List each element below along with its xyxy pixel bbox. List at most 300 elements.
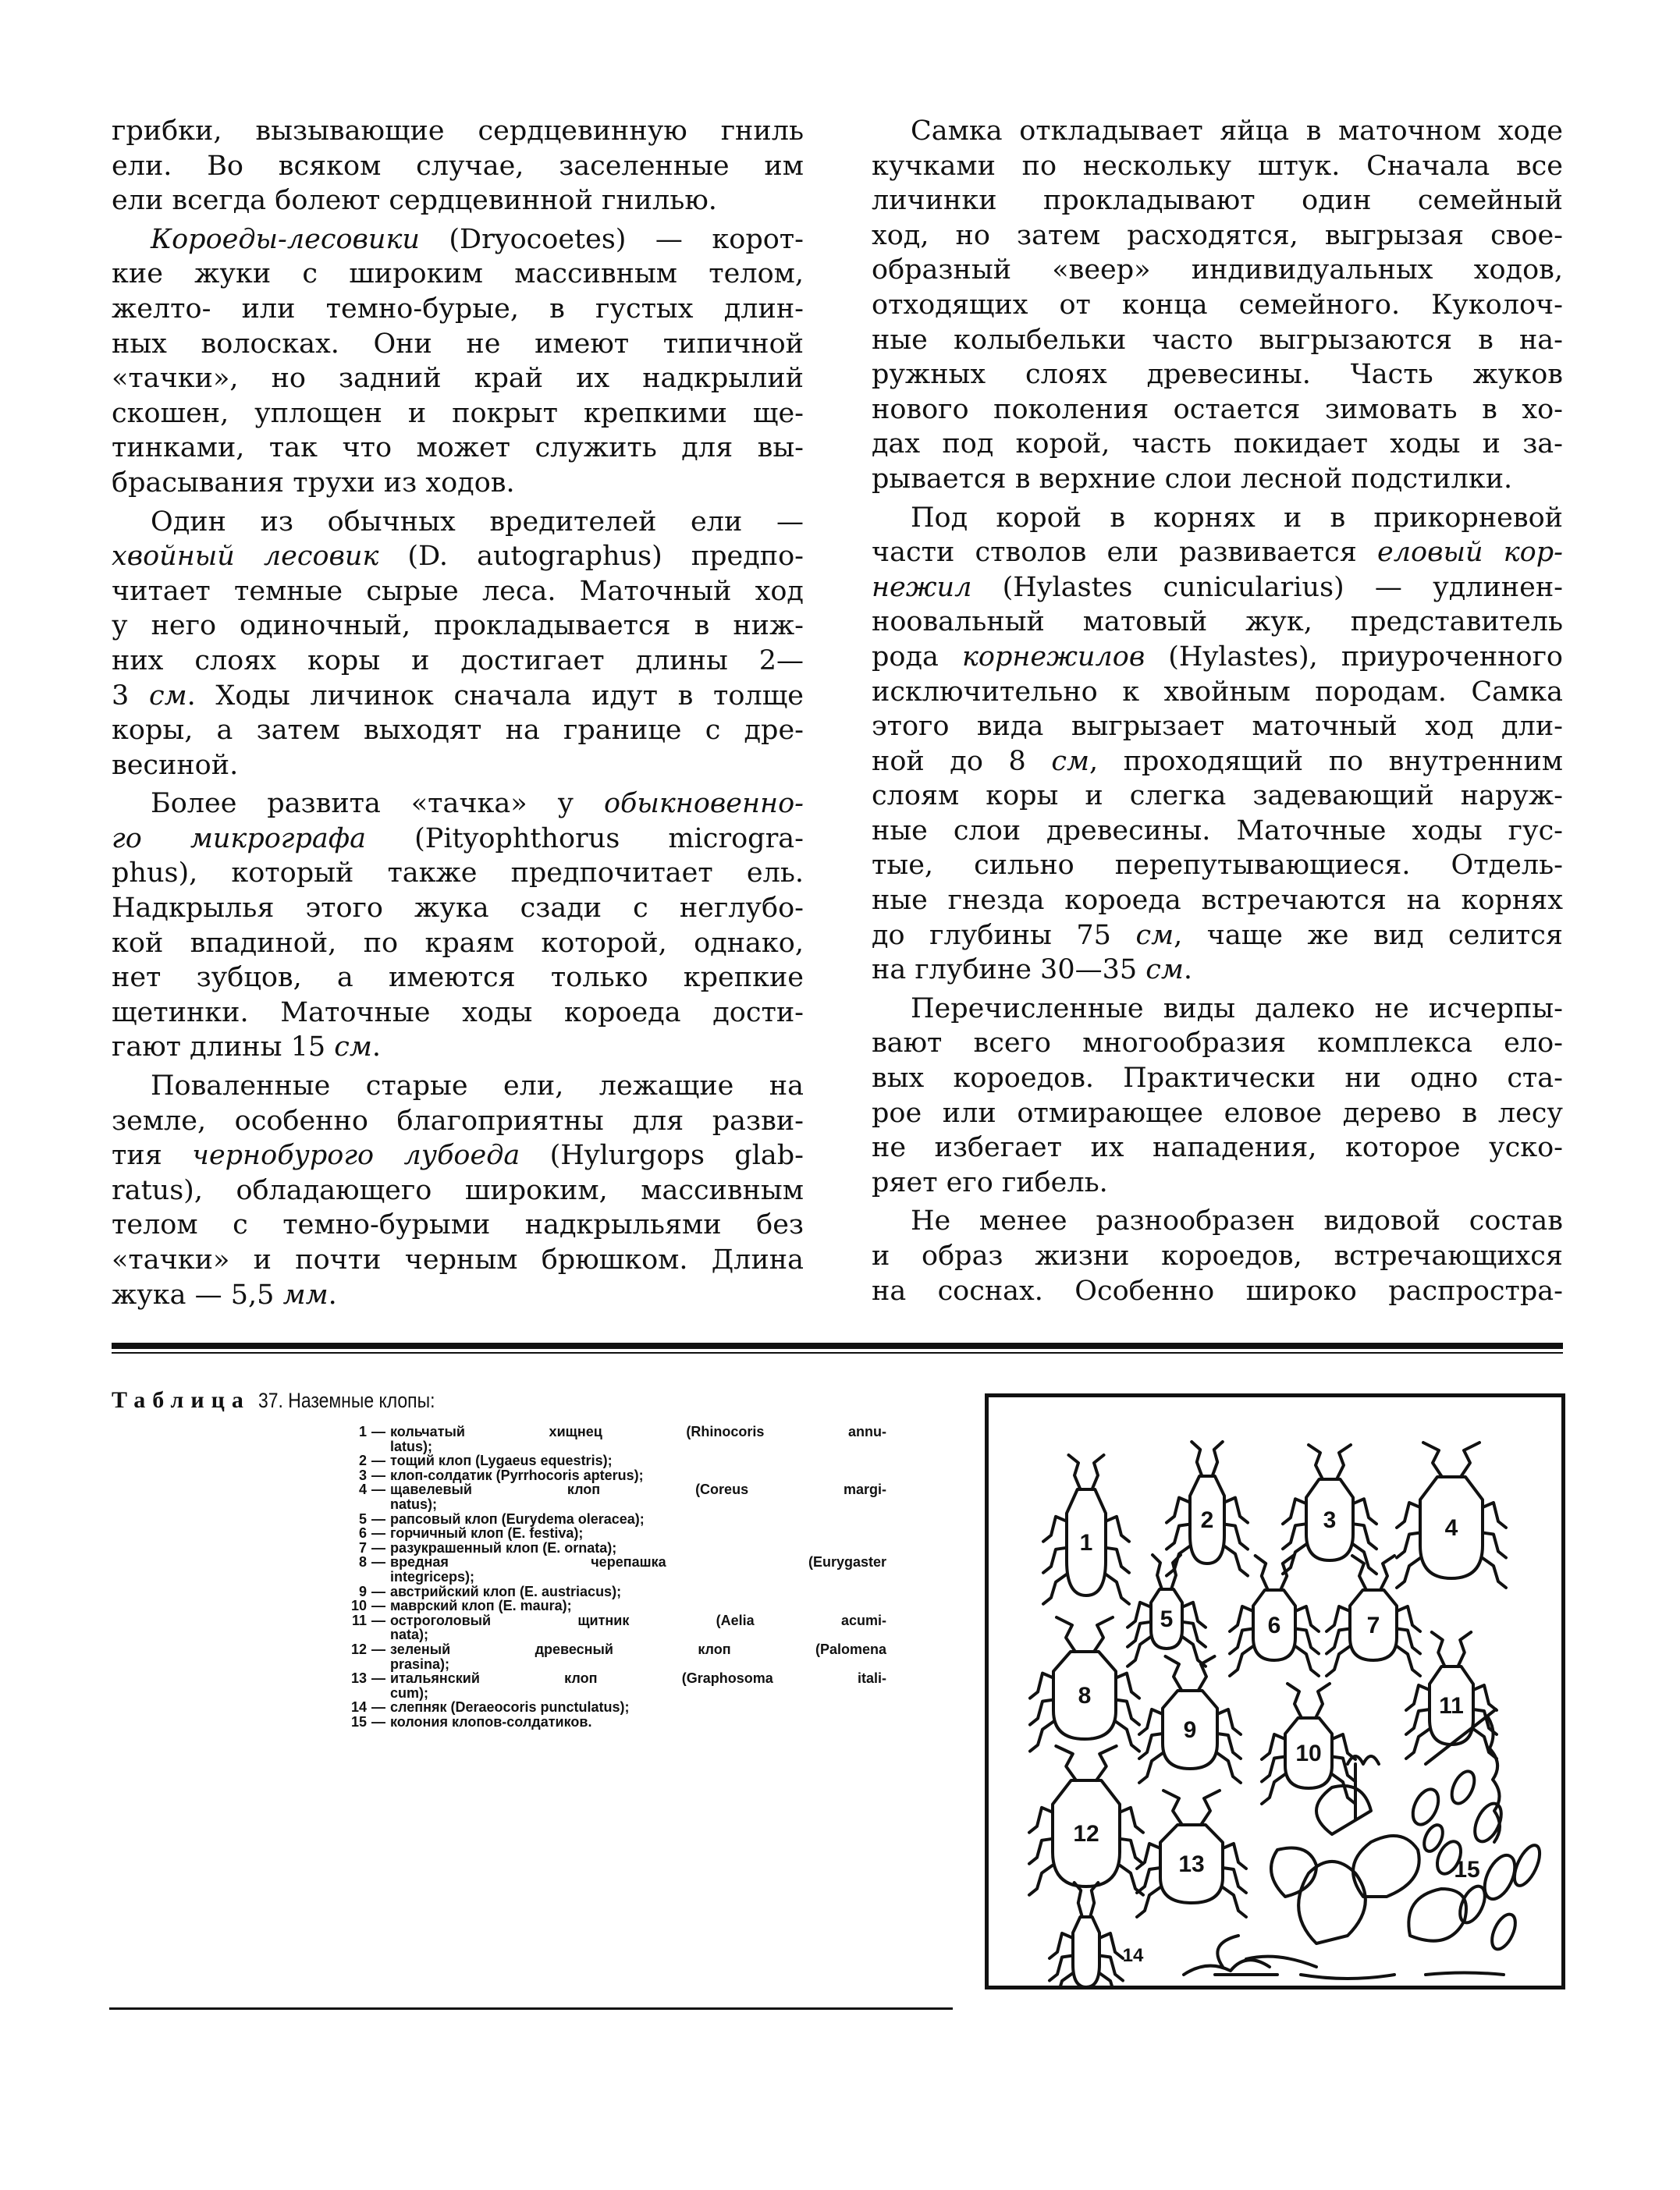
bug-leg <box>1397 1503 1420 1528</box>
legend-item <box>328 1526 886 1541</box>
legend-line: cum); <box>390 1684 428 1701</box>
italic-term: чернобурого лубоеда <box>192 1140 520 1172</box>
paragraph <box>872 501 1563 988</box>
text-line <box>112 149 804 184</box>
bug-leg <box>1353 1499 1376 1524</box>
text-line <box>872 1130 1563 1166</box>
text-run: слоям коры и слегка задевающий наруж- <box>872 780 1563 812</box>
text-line <box>112 431 804 466</box>
legend-line: latus); <box>390 1438 432 1454</box>
bug-antenna <box>1461 1443 1479 1477</box>
text-line <box>872 1166 1563 1201</box>
text-line <box>872 427 1563 462</box>
italic-term: еловый кор- <box>1377 537 1563 569</box>
text-line <box>872 392 1563 428</box>
bug-antenna <box>1163 1791 1182 1825</box>
legend-item <box>328 1671 886 1700</box>
text-run: кой впадиной, по краям которой, однако, <box>112 927 804 959</box>
text-line <box>872 570 1563 605</box>
table-caption-legend <box>328 1425 886 1729</box>
legend-text <box>390 1453 886 1468</box>
legend-line: тощий клоп (Lygaeus equestris); <box>390 1453 613 1469</box>
text-run: телом с темно-бурыми надкрыльями без <box>112 1209 804 1241</box>
text-line <box>112 292 804 327</box>
text-run: рое или отмирающее еловое дерево в лесу <box>872 1097 1563 1129</box>
bug-leg <box>1106 1548 1129 1573</box>
text-line <box>112 1030 804 1065</box>
legend-text <box>390 1482 886 1511</box>
text-line <box>112 644 804 679</box>
legend-line: австрийский клоп (E. austriacus); <box>390 1583 622 1599</box>
text-line <box>112 222 804 257</box>
figure-label: 8 <box>1078 1683 1092 1709</box>
bug-leg <box>1224 1498 1248 1523</box>
legend-text <box>390 1512 886 1527</box>
plant-stroke <box>1217 1936 1238 1967</box>
text-run: дах под корой, часть покидает ходы и за- <box>872 428 1563 460</box>
legend-text <box>390 1555 886 1584</box>
legend-line: рапсовый клоп (Eurydema oleracea); <box>390 1510 645 1527</box>
text-run: ные слои древесины. Маточные ходы гус- <box>872 815 1563 847</box>
legend-item <box>328 1541 886 1556</box>
text-run: Один из обычных вредителей ели — <box>151 506 804 538</box>
text-run: тые, сильно перепутывающиеся. Отдель- <box>872 850 1563 882</box>
text-run: Не менее разнообразен видовой состав <box>911 1205 1563 1237</box>
legend-text <box>390 1526 886 1541</box>
italic-term: Короеды-лесовики <box>151 223 420 255</box>
bug-nymph <box>1447 1768 1479 1807</box>
text-run: ружных слоях древесины. Часть жуков <box>872 359 1563 391</box>
bug-antenna <box>1337 1445 1351 1479</box>
text-line <box>872 462 1563 497</box>
bug-antenna <box>1057 1617 1075 1652</box>
paragraph <box>112 114 804 218</box>
plant-stroke <box>1215 1973 1504 1979</box>
text-line <box>872 114 1563 149</box>
text-run: ели. Во всяком случае, заселенные им <box>112 150 804 182</box>
bug-antenna <box>1069 1455 1081 1489</box>
text-run: 3 <box>112 680 149 712</box>
text-run: нового поколения остается зимовать в хо- <box>872 393 1563 425</box>
paragraph <box>112 1069 804 1312</box>
text-line <box>112 1173 804 1209</box>
text-run: рода <box>872 641 962 673</box>
text-line <box>112 327 804 362</box>
legend-number: 1 <box>358 1424 367 1439</box>
bug-leg <box>1217 1709 1241 1734</box>
text-run: земле, особенно благоприятны для разви- <box>112 1105 804 1137</box>
caption-text: 37. Наземные клопы: <box>258 1389 435 1412</box>
text-run: весиной. <box>112 749 239 781</box>
text-line <box>872 1274 1563 1309</box>
text-run: . <box>371 1031 382 1063</box>
figure-label: 13 <box>1178 1851 1205 1877</box>
text-run: брасывания трухи из ходов. <box>112 467 515 499</box>
text-run: ноовальный матовый жук, представитель <box>872 606 1563 638</box>
plant-stroke <box>1408 1889 1466 1941</box>
text-run: (D. autographus) предпо- <box>378 541 804 573</box>
bug-antenna <box>1153 1555 1162 1589</box>
text-run: ные гнезда короеда встречаются на корнях <box>872 885 1563 917</box>
legend-text <box>390 1671 886 1700</box>
legend-line: natus); <box>390 1496 437 1512</box>
legend-number: 3 <box>358 1467 367 1483</box>
text-run: , проходящий по внутренним <box>1089 745 1563 777</box>
italic-term: нежил <box>872 571 972 603</box>
text-line <box>112 679 804 714</box>
caption-bottom-rule <box>109 2007 953 2010</box>
bug-leg <box>1029 1865 1053 1895</box>
bugs-drawing <box>989 1397 1561 1986</box>
bug-nymph <box>1455 1883 1490 1926</box>
text-line <box>112 574 804 609</box>
legend-number: 12 <box>350 1641 367 1657</box>
text-line <box>872 918 1563 953</box>
text-line <box>872 501 1563 536</box>
bug-leg <box>1030 1722 1053 1752</box>
text-run: отходящих от конца семейного. Куколоч- <box>872 289 1563 321</box>
text-run: образный «веер» индивидуальных ходов, <box>872 254 1563 286</box>
legend-item <box>328 1555 886 1584</box>
bug-antenna <box>1380 1556 1394 1590</box>
figure-label: 10 <box>1295 1741 1322 1766</box>
legend-item <box>328 1425 886 1453</box>
bug-leg <box>1043 1574 1067 1604</box>
text-line <box>872 953 1563 988</box>
text-line <box>872 675 1563 710</box>
bug-body <box>1073 1917 1099 1986</box>
legend-item <box>328 1468 886 1483</box>
text-line <box>112 1243 804 1278</box>
bug-leg <box>1137 1844 1160 1869</box>
bug-antenna <box>1166 1656 1182 1691</box>
text-run: (Pityophthorus microgra- <box>366 822 804 854</box>
text-line <box>112 960 804 996</box>
text-line <box>112 539 804 574</box>
legend-line: integriceps); <box>390 1568 475 1585</box>
text-line <box>112 926 804 961</box>
text-line <box>112 466 804 501</box>
text-run: (Hylastes cunicularius) — удлинен- <box>971 571 1563 603</box>
bug-antenna <box>1309 1445 1323 1479</box>
bug-leg <box>1106 1574 1129 1604</box>
bug-antenna <box>1092 1455 1104 1489</box>
text-run: Поваленные старые ели, лежащие на <box>151 1070 804 1102</box>
bug-leg <box>1167 1546 1190 1576</box>
figure-label: 1 <box>1079 1530 1093 1556</box>
text-line <box>112 1104 804 1139</box>
italic-term: см <box>1051 745 1089 777</box>
italic-term: го микрографа <box>112 822 367 854</box>
text-line <box>872 218 1563 254</box>
bug-antenna <box>1213 1442 1223 1476</box>
text-run: исключительно к хвойным породам. Самка <box>872 676 1563 708</box>
bug-leg <box>1397 1533 1420 1558</box>
text-run: не избегает их нападения, которое уско- <box>872 1132 1563 1164</box>
text-run: этого вида выгрызает маточный ход дли- <box>872 711 1563 743</box>
legend-text <box>390 1700 886 1715</box>
text-run: коры, а затем выходят на границе с дре- <box>112 715 804 747</box>
text-line <box>872 709 1563 744</box>
bug-leg <box>1139 1709 1163 1734</box>
plant-stroke <box>1316 1786 1371 1834</box>
legend-dash: — <box>371 1554 385 1571</box>
text-run: Самка откладывает яйца в маточном ходе <box>911 115 1563 147</box>
text-line <box>112 822 804 857</box>
bug-nymph <box>1408 1785 1444 1828</box>
text-line <box>112 1069 804 1104</box>
text-run: щетинки. Маточные ходы короеда дости- <box>112 996 804 1028</box>
text-run: phus), который также предпочитает ель. <box>112 857 804 889</box>
italic-term: см <box>1145 954 1184 986</box>
text-line <box>112 609 804 644</box>
text-run: скошен, уплощен и покрыт крепкими ще- <box>112 397 804 429</box>
text-line <box>112 183 804 218</box>
text-run: ной до 8 <box>872 745 1052 777</box>
italic-term: хвойный лесовик <box>112 541 379 573</box>
legend-number: 4 <box>358 1482 367 1498</box>
text-run: на глубине 30—35 <box>872 954 1146 986</box>
bug-leg <box>1030 1674 1053 1698</box>
legend-number: 8 <box>358 1554 367 1571</box>
text-line <box>872 1061 1563 1096</box>
text-line <box>112 114 804 149</box>
legend-line: щавелевый клоп (Coreus margi- <box>390 1482 886 1498</box>
legend-dash: — <box>371 1713 385 1730</box>
text-line <box>112 996 804 1031</box>
text-run: (Hylastes), приуроченного <box>1145 641 1563 673</box>
legend-number: 13 <box>350 1670 367 1687</box>
text-line <box>112 257 804 292</box>
legend-number: 5 <box>358 1510 367 1527</box>
text-line <box>112 361 804 396</box>
text-run: тинками, так что может служить для вы- <box>112 432 804 464</box>
bug-leg <box>1128 1637 1151 1666</box>
text-line <box>872 814 1563 849</box>
text-run: части стволов ели развивается <box>872 537 1378 569</box>
text-line <box>872 605 1563 640</box>
plant-stroke <box>1184 1960 1270 1975</box>
bug-leg <box>1167 1524 1190 1549</box>
legend-number: 6 <box>358 1525 367 1542</box>
text-run: желто- или темно-бурые, в густых длин- <box>112 293 804 325</box>
legend-dash: — <box>371 1467 385 1483</box>
text-run: ные колыбельки часто выгрызаются в на- <box>872 324 1563 356</box>
bug-leg <box>1120 1839 1143 1864</box>
italic-term: корнежилов <box>961 641 1145 673</box>
text-line <box>872 848 1563 883</box>
legend-item <box>328 1512 886 1527</box>
legend-item <box>328 1482 886 1511</box>
bug-antenna <box>1201 1791 1220 1825</box>
legend-dash: — <box>371 1453 385 1469</box>
legend-number: 2 <box>358 1453 367 1469</box>
text-run: нет зубцов, а имеются только крепкие <box>112 962 804 994</box>
legend-line: разукрашенный клоп (E. ornata); <box>390 1539 617 1556</box>
bug-antenna <box>1288 1684 1302 1718</box>
text-run: вых короедов. Практически ни одно ста- <box>872 1063 1563 1095</box>
text-line <box>872 640 1563 675</box>
italic-term: мм <box>282 1279 329 1311</box>
legend-item <box>328 1585 886 1599</box>
figure-label: 11 <box>1439 1693 1464 1719</box>
paragraph <box>872 114 1563 497</box>
text-line <box>112 1278 804 1313</box>
text-line <box>112 396 804 431</box>
text-line <box>112 1138 804 1173</box>
text-line <box>872 357 1563 392</box>
text-line <box>112 713 804 748</box>
bug-leg <box>1029 1808 1053 1833</box>
legend-text <box>390 1585 886 1599</box>
text-run: читает темные сырые леса. Маточный ход <box>112 575 804 607</box>
right-text-column <box>872 114 1563 1312</box>
text-run: (Dryocoetes) — корот- <box>419 223 804 255</box>
bug-leg <box>1167 1498 1190 1523</box>
bug-leg <box>1483 1533 1506 1558</box>
bug-leg <box>1106 1517 1129 1542</box>
legend-line: nata); <box>390 1627 428 1643</box>
text-line <box>872 744 1563 779</box>
legend-line: слепняк (Deraeocoris punctulatus); <box>390 1699 630 1716</box>
bug-antenna <box>1432 1632 1445 1666</box>
text-run: , чаще же вид селится <box>1174 919 1563 951</box>
text-line <box>872 183 1563 218</box>
figure-label: 9 <box>1183 1717 1197 1743</box>
text-line <box>872 253 1563 288</box>
legend-line: остроголовый щитник (Aelia acumi- <box>390 1612 886 1628</box>
caption-label: Таблица <box>112 1387 250 1413</box>
text-line <box>872 323 1563 358</box>
legend-dash: — <box>371 1699 385 1716</box>
figure-label: 12 <box>1073 1821 1099 1847</box>
legend-text <box>390 1613 886 1642</box>
text-line <box>872 883 1563 918</box>
legend-line: мавpский клоп (E. maura); <box>390 1598 572 1614</box>
bug-leg <box>1043 1548 1067 1573</box>
text-line <box>112 505 804 540</box>
text-run: . <box>328 1279 337 1311</box>
text-line <box>112 748 804 783</box>
text-run: грибки, вызывающие сердцевинную гниль <box>112 115 804 147</box>
text-line <box>872 1239 1563 1274</box>
figure-label: 3 <box>1323 1507 1337 1533</box>
legend-line: итальянский клоп (Graphosoma itali- <box>390 1670 886 1687</box>
bug-leg <box>1224 1546 1248 1576</box>
legend-item <box>328 1700 886 1715</box>
legend-line: горчичный клоп (E. festiva); <box>390 1525 584 1542</box>
bug-leg <box>1283 1499 1306 1524</box>
bug-leg <box>1406 1685 1430 1710</box>
bug-leg <box>1116 1722 1139 1752</box>
text-run: (Hylurgops glab- <box>520 1140 804 1172</box>
section-divider-thick <box>112 1343 1563 1349</box>
text-run: ratus), обладающего широким, массивным <box>112 1174 804 1206</box>
legend-dash: — <box>371 1670 385 1687</box>
text-run: кучками по нескольку штук. Сначала все <box>872 150 1563 182</box>
legend-text <box>390 1642 886 1671</box>
text-run: кие жуки с широким массивным телом, <box>112 258 804 290</box>
text-line <box>872 1026 1563 1061</box>
section-divider-thin <box>112 1352 1563 1354</box>
text-run: них слоях коры и достигает длины 2— <box>112 644 804 676</box>
text-run: Под корой в корнях и в прикорневой <box>911 502 1563 534</box>
legend-dash: — <box>371 1539 385 1556</box>
legend-item <box>328 1613 886 1642</box>
legend-dash: — <box>371 1482 385 1498</box>
text-line <box>872 1204 1563 1239</box>
bug-leg <box>1029 1839 1053 1864</box>
legend-item <box>328 1642 886 1671</box>
legend-dash: — <box>371 1598 385 1614</box>
text-line <box>112 856 804 891</box>
bug-antenna <box>1056 1746 1076 1780</box>
legend-number: 9 <box>358 1583 367 1599</box>
bug-leg <box>1224 1524 1248 1549</box>
text-run: ели всегда болеют сердцевинной гнилью. <box>112 185 717 217</box>
text-run: Надкрылья этого жука сзади с неглубо- <box>112 893 804 925</box>
bug-antenna <box>1352 1556 1366 1590</box>
legend-text <box>390 1468 886 1483</box>
legend-dash: — <box>371 1583 385 1599</box>
paragraph <box>112 222 804 501</box>
bug-nymph <box>1487 1911 1520 1953</box>
bug-antenna <box>1316 1684 1330 1718</box>
bug-leg <box>1116 1674 1139 1698</box>
legend-number: 11 <box>351 1612 367 1628</box>
legend-dash: — <box>371 1525 385 1542</box>
bug-leg <box>1120 1808 1143 1833</box>
bug-leg <box>1397 1558 1420 1588</box>
legend-line: клоп-солдатик (Pyrrhocoris apterus); <box>390 1467 644 1483</box>
paragraph <box>872 992 1563 1201</box>
legend-item <box>328 1715 886 1730</box>
text-run: до глубины 75 <box>872 919 1136 951</box>
text-line <box>112 786 804 822</box>
bug-antenna <box>1458 1632 1471 1666</box>
legend-number: 7 <box>358 1539 367 1556</box>
text-run: у него одиночный, прокладывается в ниж- <box>112 610 804 642</box>
text-run: ход, но затем расходятся, выгрызая свое- <box>872 219 1563 251</box>
text-run: гают длины 15 <box>112 1031 335 1063</box>
legend-line: prasina); <box>390 1656 450 1672</box>
text-line <box>112 891 804 926</box>
paragraph <box>872 1204 1563 1308</box>
legend-number: 14 <box>350 1699 367 1716</box>
bug-leg <box>1116 1700 1139 1725</box>
legend-line: зеленый древесный клоп (Palomena <box>390 1641 886 1657</box>
text-run: тия <box>112 1140 193 1172</box>
text-run: жука — 5,5 <box>112 1279 283 1311</box>
legend-text <box>390 1599 886 1613</box>
figure-label: 7 <box>1366 1613 1380 1638</box>
legend-text <box>390 1541 886 1556</box>
bug-antenna <box>1192 1442 1202 1476</box>
text-line <box>872 288 1563 323</box>
bug-leg <box>1030 1700 1053 1725</box>
text-line <box>872 149 1563 184</box>
paragraph <box>112 505 804 783</box>
bug-antenna <box>1256 1556 1268 1590</box>
legend-dash: — <box>371 1641 385 1657</box>
legend-item <box>328 1453 886 1468</box>
bug-leg <box>1473 1685 1497 1710</box>
text-run: Более развита «тачка» у <box>151 788 604 820</box>
figure-label: 4 <box>1444 1515 1458 1541</box>
table-caption-title <box>112 1387 466 1414</box>
bug-nymph <box>1469 1800 1506 1846</box>
bug-leg <box>1223 1844 1246 1869</box>
